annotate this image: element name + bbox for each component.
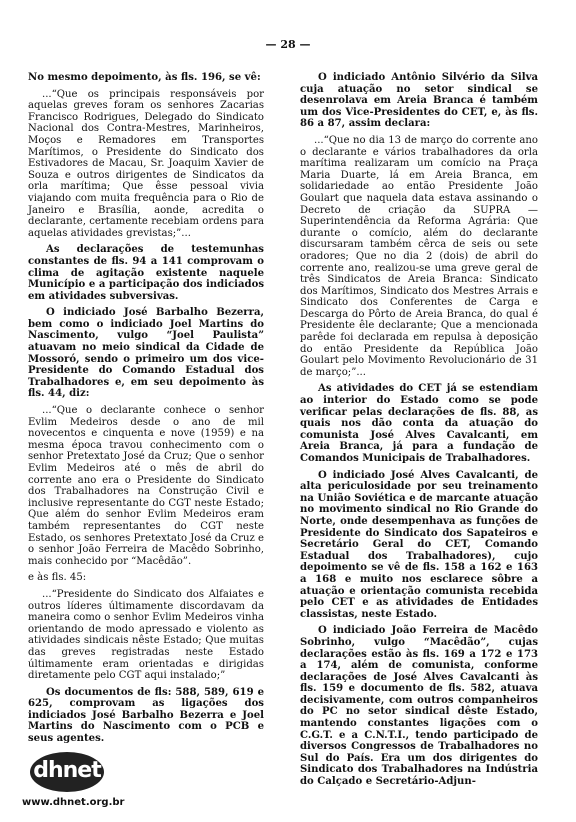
logo-name: dhnet [33, 758, 101, 783]
quote-paragraph: ...“Que o declarante conhece o senhor Evlim Medeiros desde o ano de mil novecentos e cinquenta e nove (1959) e na mesma época travou conhecimento com o senhor Pretextato José da Cruz; Que o senhor Evlim Medeiros até o mês de abril do corrente ano era o Presidente do Sindicato dos Trabalhadores na Construção Civil e inclusive representante do CGT neste Estado; Que além do senhor Evlim Medeiros eram também representantes do CGT neste Estado, os senhores Pretextato José da Cruz e o senhor João Ferreira de Macêdo Sobrinho, mais conhecido por “Macêdão”. [28, 405, 264, 567]
quote-paragraph: ...“Que os principais responsáveis por aquelas greves foram os senhores Zacarias Francisco Rodrigues, Delegado do Sindicato Nacional dos Contra-Mestres, Marinheiros, Moços e Remadores em Transportes Marítimos, o Presidente do Sindicato dos Estivadores de Macau, Sr. Joaquim Xavier de Souza e outros dirigentes de Sindicatos da orla marítima; Que êsse pessoal vivia viajando com muita frequência para o Rio de Janeiro e Brasília, aonde, acredita o declarante, certamente recebiam ordens para aquelas atividades grevistas;”... [28, 88, 264, 239]
paragraph: O indiciado João Ferreira de Macêdo Sobrinho, vulgo “Macêdão”, cujas declarações estão às fls. 169 a 172 e 173 a 174, além de comunista, conforme declarações de José Alves Cavalcanti às fls. 159 e documento de fls. 582, atuava decisivamente, com outros companheiros do PC no setor sindical dêste Estado, mantendo constantes ligações com o C.G.T. e a C.N.T.I., tendo participado de diversos Congressos de Trabalhadores no Sul do País. Era um dos dirigentes do Sindicato dos Trabalhadores na Indústria do Calçado e Secretário-Adjun- [300, 625, 538, 788]
quote-paragraph: ...“Que no dia 13 de março do corrente ano o declarante e vários trabalhadores da orla marítima realizaram um comício na Praça Maria Duarte, lá em Areia Branca, em solidariedade ao então Presidente João Goulart que naquela data estava assinando o Decreto de criação da SUPRA — Superintendência da Reforma Agrária: Que durante o comício, além do declarante discursaram também cêrca de seis ou sete oradores; Que no dia 2 (dois) de abril do corrente ano, realizou-se uma greve geral de três Sindicatos de Areia Branca: Sindicato dos Marítimos, Sindicato dos Mestres Arrais e Sindicato dos Conferentes de Carga e Descarga do Pôrto de Areia Branca, do qual é Presidente êle declarante; Que a mencionada parêde foi declarada em repulsa à deposição do então Presidente da República João Goulart pelo Movimento Revolucionário de 31 de março;”... [300, 134, 538, 378]
left-column [28, 72, 264, 750]
paragraph: No mesmo depoimento, às fls. 196, se vê: [28, 72, 261, 83]
paragraph: O indiciado José Alves Cavalcanti, de alta periculosidade por seu treinamento na União Soviética e de marcante atuação no movimento sindical no Rio Grande do Norte, onde desempenhava as funções de Presidente do Sindicato dos Sapateiros e Secretário Geral do CET, Comando Estadual dos Trabalhadores), cujo depoimento se vê de fls. 158 a 162 e 163 a 168 e muito nos esclarece sôbre a atuação e orientação comunista recebida pelo CET e as atividades de Entidades classistas, neste Estado. [300, 469, 538, 620]
paragraph: As atividades do CET já se estendiam ao interior do Estado como se pode verificar pelas declarações de fls. 88, as quais nos dão conta da atuação do comunista José Alves Cavalcanti, em Areia Branca, já para a fundação de Comandos Municipais de Trabalhadores. [300, 383, 538, 464]
logo-url: www.dhnet.org.br [22, 797, 125, 808]
dhnet-logo [18, 752, 125, 814]
paragraph: O indiciado Antônio Silvério da Silva cuja atuação no setor sindical se desenrolava em Areia Branca é também um dos Vice-Presidentes do CET, e, às fls. 86 a 87, assim declara: [300, 72, 538, 130]
page-number: — 28 — [265, 38, 311, 51]
right-column [300, 72, 538, 793]
paragraph: e às fls. 45: [28, 572, 87, 584]
paragraph: As declarações de testemunhas constantes de fls. 94 a 141 comprovam o clima de agitação existente naquele Município e a participação dos indiciados em atividades subversivas. [28, 244, 264, 302]
paragraph: Os documentos de fls: 588, 589, 619 e 625, comprovam as ligações dos indiciados José Barbalho Bezerra e Joel Martins do Nascimento com o PCB e seus agentes. [28, 686, 264, 745]
quote-paragraph: ...“Presidente do Sindicato dos Alfaiates e outros líderes últimamente discordavam da maneira como o senhor Evlim Medeiros vinha orientando de modo apressado e violento as atividades sindicais nêste Estado; Que muitas das greves registradas neste Estado últimamente eram orientadas e dirigidas diretamente pelo CGT aqui instalado;” [28, 588, 264, 682]
paragraph: O indiciado José Barbalho Bezerra, bem como o indiciado Joel Martins do Nascimento, vulgo “Joel Paulista” atuavam no meio sindical da Cidade de Mossoró, sendo o primeiro um dos vice-Presidente do Comando Estadual dos Trabalhadores e, em seu depoimento às fls. 44, diz: [28, 307, 264, 400]
